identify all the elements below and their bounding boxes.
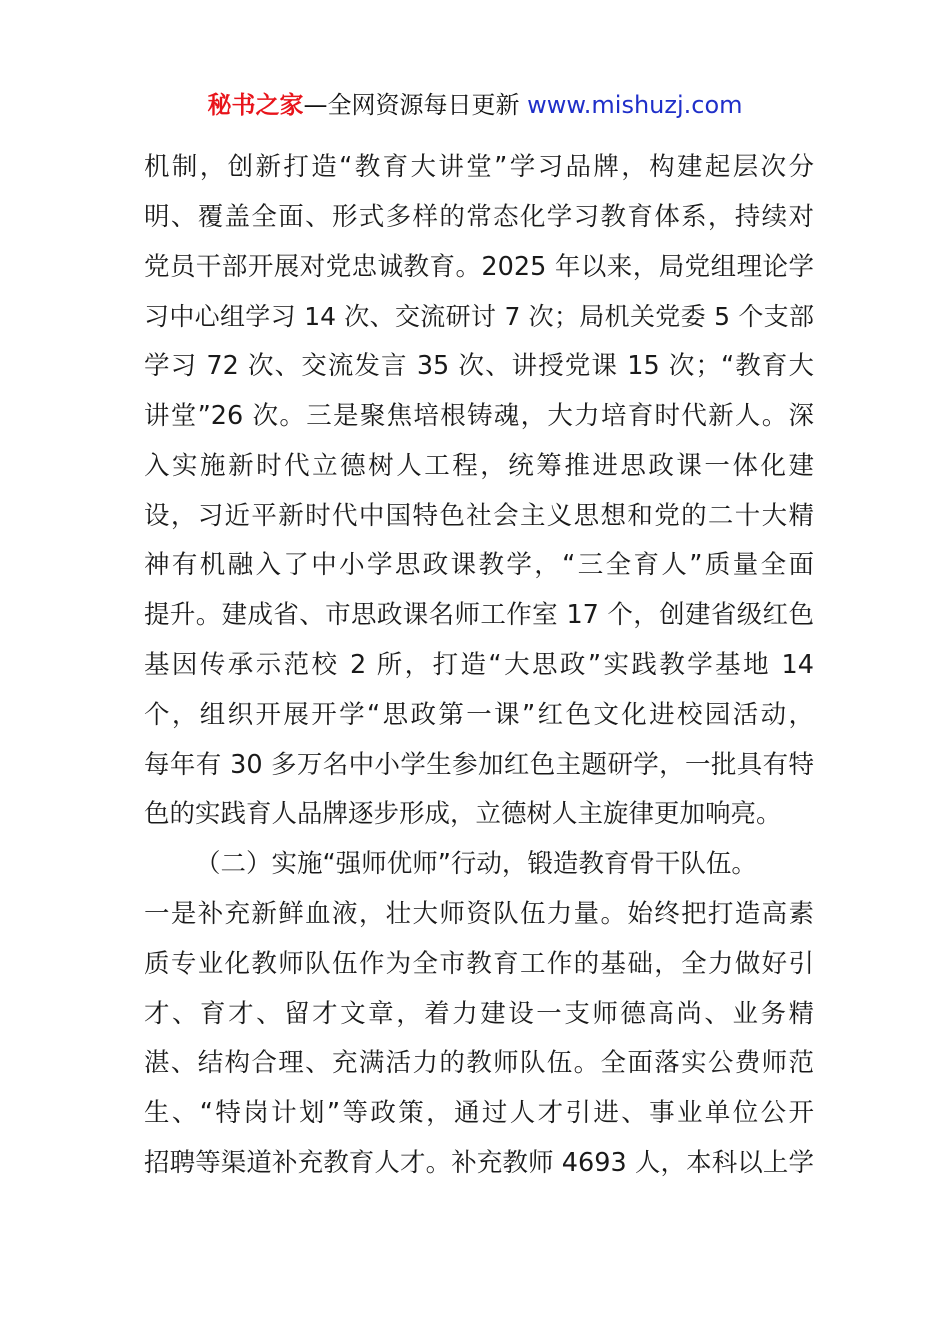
text-line: 质专业化教师队伍作为全市教育工作的基础，全力做好引	[144, 948, 814, 979]
text-line: 一是补充新鲜血液，壮大师资队伍力量。始终把打造高素	[144, 898, 814, 929]
site-tagline: —全网资源每日更新	[303, 91, 528, 119]
text-line: 学习 72 次、交流发言 35 次、讲授党课 15 次；“教育大	[144, 351, 814, 382]
page-header	[0, 88, 950, 122]
text-line: 湛、结构合理、充满活力的教师队伍。全面落实公费师范	[144, 1048, 814, 1079]
text-line: 基因传承示范校 2 所，打造“大思政”实践教学基地 14	[144, 649, 814, 680]
text-line: 习中心组学习 14 次、交流研讨 7 次；局机关党委 5 个支部	[144, 302, 814, 332]
text-line: 提升。建成省、市思政课名师工作室 17 个，创建省级红色	[144, 600, 814, 631]
document-body	[144, 143, 814, 1189]
text-line: 明、覆盖全面、形式多样的常态化学习教育体系，持续对	[144, 201, 814, 232]
text-line: 设，习近平新时代中国特色社会主义思想和党的二十大精	[144, 500, 814, 531]
paragraph-heading-line: （二）实施“强师优师”行动，锻造教育骨干队伍。	[195, 849, 757, 880]
text-line: 入实施新时代立德树人工程，统筹推进思政课一体化建	[144, 450, 814, 481]
text-line: 个，组织开展开学“思政第一课”红色文化进校园活动，	[144, 699, 814, 730]
text-line: 每年有 30 多万名中小学生参加红色主题研学，一批具有特	[144, 749, 814, 780]
text-line: 讲堂”26 次。三是聚焦培根铸魂，大力培育时代新人。深	[144, 400, 814, 431]
text-line: 招聘等渠道补充教育人才。补充教师 4693 人，本科以上学	[144, 1147, 814, 1178]
text-line: 色的实践育人品牌逐步形成，立德树人主旋律更加响亮。	[144, 799, 782, 830]
text-line: 机制，创新打造“教育大讲堂”学习品牌，构建起层次分	[144, 152, 814, 182]
text-line: 党员干部开展对党忠诚教育。2025 年以来，局党组理论学	[144, 251, 814, 282]
text-line: 生、“特岗计划”等政策，通过人才引进、事业单位公开	[144, 1098, 814, 1129]
text-line: 神有机融入了中小学思政课教学，“三全育人”质量全面	[144, 550, 814, 581]
site-url-link[interactable]: www.mishuzj.com	[527, 91, 743, 119]
text-line: 才、育才、留才文章，着力建设一支师德高尚、业务精	[144, 998, 814, 1029]
site-brand: 秘书之家	[207, 91, 304, 119]
